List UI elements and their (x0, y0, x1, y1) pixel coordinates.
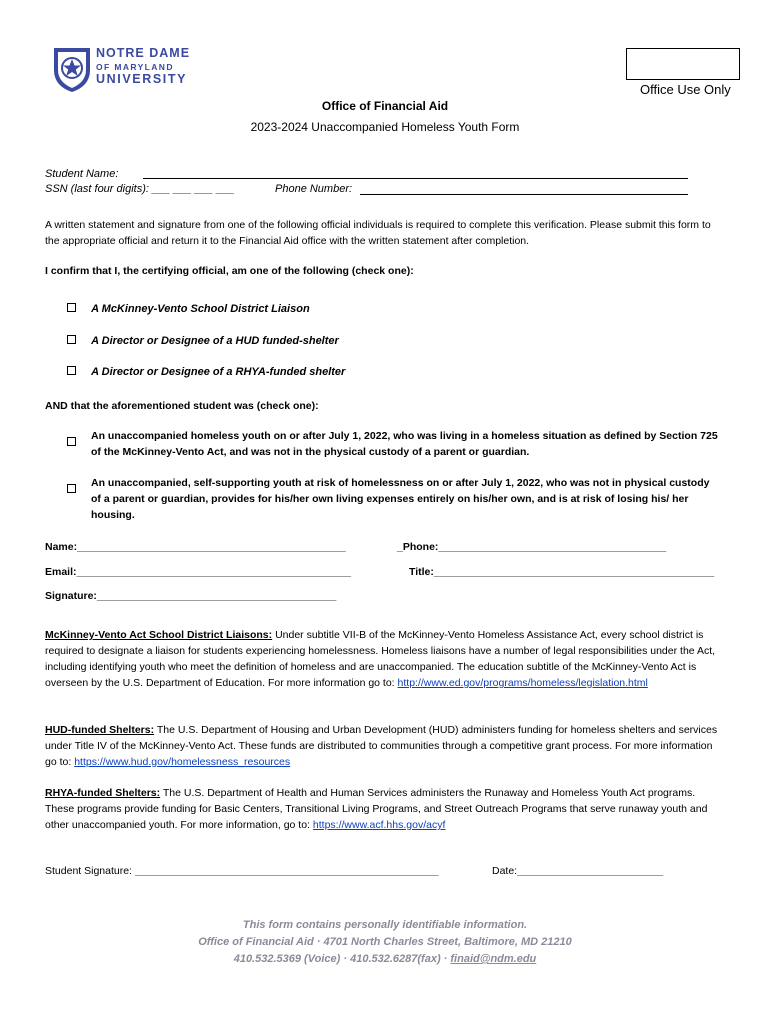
phone-number-field[interactable] (360, 194, 688, 195)
student-name-label: Student Name: (45, 168, 119, 180)
office-use-box[interactable] (626, 48, 740, 80)
official-option-rhya[interactable] (67, 366, 345, 378)
status-option-at-risk: An unaccompanied, self-supporting youth at risk of homelessness on or after July 1, 2022, who was not in physical custody of a parent or guardian, provides for his/her own living expenses entirely on his/her own, and is at risk of losing his/ her housing. (91, 477, 710, 521)
date-label: Date: (492, 865, 518, 877)
status-checkbox-at-risk[interactable] (67, 480, 76, 498)
definition-hud (45, 722, 725, 770)
ed-gov-link[interactable]: http://www.ed.gov/programs/homeless/legislation.html (397, 677, 648, 689)
definition-term: HUD-funded Shelters: (45, 724, 155, 736)
official-email-field[interactable]: Email:_______________________________________________ (45, 566, 351, 578)
student-signature-label: Student Signature: (45, 865, 135, 877)
intro-paragraph: A written statement and signature from one of the following official individuals is required to complete this verification. Please submit this form to the appropriate official and return it to the Financial Aid office with the written statement after completion. (45, 219, 711, 247)
checkbox-icon[interactable] (67, 437, 76, 446)
official-title-field[interactable]: Title:________________________________________________ (409, 566, 715, 578)
office-use-label: Office Use Only (640, 82, 731, 97)
checkbox-icon[interactable] (67, 303, 76, 312)
logo-line-3: UNIVERSITY (96, 72, 188, 86)
footer-address: Office of Financial Aid · 4701 North Charles Street, Baltimore, MD 21210 (198, 936, 572, 948)
official-option-hud[interactable] (67, 335, 339, 347)
logo-wordmark (96, 47, 190, 86)
official-name-field[interactable]: Name:______________________________________________ (45, 541, 346, 553)
official-option-liaison[interactable] (67, 303, 310, 315)
definition-term: RHYA-funded Shelters: (45, 787, 161, 799)
form-title: 2023-2024 Unaccompanied Homeless Youth Form (250, 120, 520, 134)
checkbox-icon[interactable] (67, 484, 76, 493)
official-option-label: A McKinney-Vento School District Liaison (91, 303, 310, 315)
official-phone-field[interactable]: _Phone:_______________________________________ (397, 541, 667, 553)
checkbox-icon[interactable] (67, 335, 76, 344)
checkbox-icon[interactable] (67, 366, 76, 375)
definition-text: The U.S. Department of Housing and Urban Development (HUD) administers funding for homeless shelters and services under Title IV of the McKinney-Vento Act. These funds are distributed to communities through a competitive grant process. For more information go to: (45, 724, 718, 768)
footer-email-link[interactable]: finaid@ndm.edu (450, 953, 537, 965)
phone-number-label: Phone Number: (275, 183, 353, 195)
student-signature-row[interactable] (45, 863, 439, 879)
date-line[interactable]: _________________________ (517, 865, 664, 877)
and-heading: AND that the aforementioned student was (check one): (45, 400, 319, 412)
logo-line-2: OF MARYLAND (96, 61, 174, 72)
footer-contact (0, 951, 770, 968)
definition-term: McKinney-Vento Act School District Liaisons: (45, 629, 273, 641)
hud-gov-link[interactable]: https://www.hud.gov/homelessness_resources (74, 756, 291, 768)
status-checkbox-homeless[interactable] (67, 433, 76, 451)
status-option-homeless: An unaccompanied homeless youth on or after July 1, 2022, who was living in a homeless situation as defined by Section 725 of the McKinney-Vento Act, and was not in the physical custody of a parent or guardian. (91, 430, 718, 458)
form-office-title: Office of Financial Aid (321, 99, 449, 113)
official-signature-field[interactable]: Signature:_________________________________________ (45, 590, 337, 602)
official-option-label: A Director or Designee of a RHYA-funded shelter (91, 366, 346, 378)
footer-notice: This form contains personally identifiable information. (242, 919, 528, 931)
student-name-field[interactable] (143, 178, 688, 179)
acf-hhs-link[interactable]: https://www.acf.hhs.gov/acyf (312, 819, 446, 831)
footer-phone-fax: 410.532.5369 (Voice) · 410.532.6287(fax) · (233, 953, 451, 965)
definition-text: Under subtitle VII-B of the McKinney-Vento Homeless Assistance Act, every school district is required to designate a liaison for students experiencing homelessness. Homeless liaisons have a number of legal responsibilities under the Act, including identifying youth who meet the definition of homeless and are unaccompanied. The education subtitle of the McKinney-Vento Act is overseen by the U.S. Department of Education. For more information go to: (45, 629, 716, 689)
definition-mckinney-vento (45, 627, 725, 691)
definition-rhya (45, 785, 725, 833)
official-option-label: A Director or Designee of a HUD funded-shelter (91, 335, 339, 347)
ssn-field[interactable]: SSN (last four digits): ___ ___ ___ ___ (45, 183, 235, 195)
logo-line-1: NOTRE DAME (96, 46, 191, 60)
student-signature-line[interactable]: ____________________________________________________ (134, 865, 439, 877)
definition-text: The U.S. Department of Health and Human Services administers the Runaway and Homeless Youth Act programs. These programs provide funding for Basic Centers, Transitional Living Programs, and Street Outreach Programs that serve runaway youth and other unaccompanied youth. For more information, go to: (45, 787, 708, 831)
university-seal-icon (50, 44, 94, 94)
date-row[interactable] (492, 863, 663, 879)
confirm-heading: I confirm that I, the certifying official, am one of the following (check one): (45, 265, 414, 277)
